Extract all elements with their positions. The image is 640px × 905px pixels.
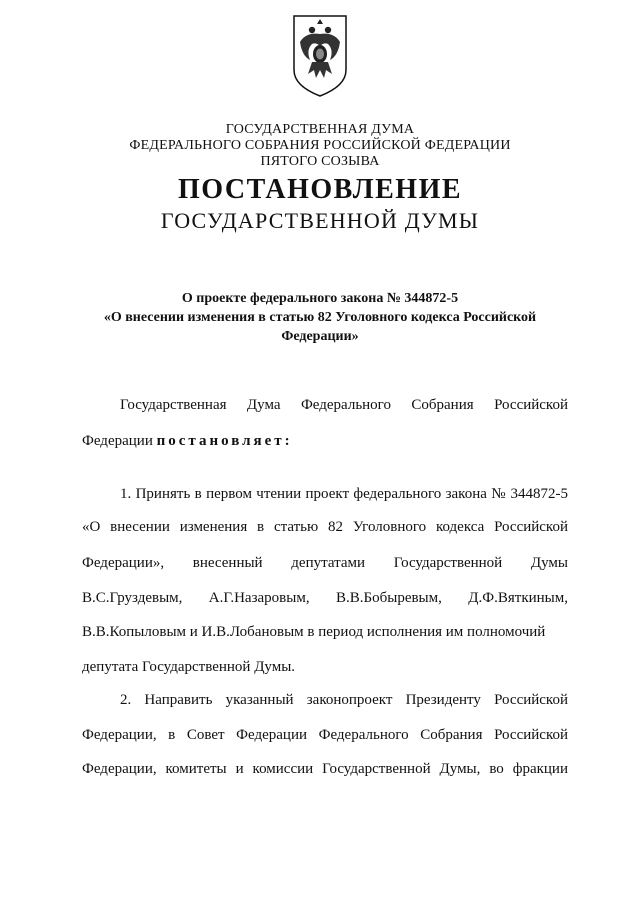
p2-line-2: Федерации, в Совет Федерации Федерального Собрания Российской [82,727,568,743]
header-line-convocation: ПЯТОГО СОЗЫВА [260,154,380,169]
subject-line-1: О проекте федерального закона № 344872-5 [181,291,459,306]
p1-line-2: «О внесении изменения в статью 82 Уголовного кодекса Российской [82,519,568,535]
header-line-assembly: ФЕДЕРАЛЬНОГО СОБРАНИЯ РОССИЙСКОЙ ФЕДЕРАЦИИ [129,138,511,153]
subject-line-2: «О внесении изменения в статью 82 Уголовного кодекса Российской [103,310,537,325]
document-title: ПОСТАНОВЛЕНИЕ [177,174,463,205]
p1-line-5: В.В.Копыловым и И.В.Лобановым в период исполнения им полномочий [82,624,546,640]
p1-line-3: Федерации», внесенный депутатами Государственной Думы [82,555,568,571]
intro-subject: Федерации [82,433,153,449]
p1-line-6: депутата Государственной Думы. [82,659,296,675]
p1-line-4: В.С.Груздевым, А.Г.Назаровым, В.В.Бобыревым, Д.Ф.Вяткиным, [82,590,568,606]
p2-line-3: Федерации, комитеты и комиссии Государственной Думы, во фракции [82,761,568,777]
header-line-duma: ГОСУДАРСТВЕННАЯ ДУМА [225,122,415,137]
p1-line-1: 1. Принять в первом чтении проект федерального закона № 344872-5 [120,486,568,502]
coat-of-arms-emblem [288,12,352,98]
p2-line-1: 2. Направить указанный законопроект Президенту Российской [120,692,568,708]
subject-line-3: Федерации» [281,329,359,344]
document-subtitle: ГОСУДАРСТВЕННОЙ ДУМЫ [160,208,480,233]
intro-line-2 [82,433,568,450]
intro-line-1: Государственная Дума Федерального Собрания Российской [120,397,568,413]
resolves-word: постановляет: [156,433,293,449]
